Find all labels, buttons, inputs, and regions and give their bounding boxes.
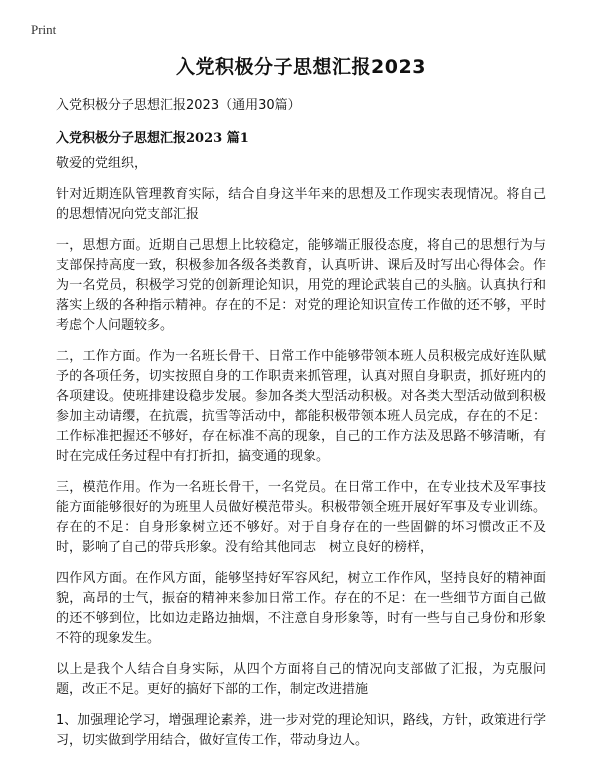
intro-paragraph: 针对近期连队管理教育实际，结合自身这半年来的思想及工作现实表现情况。将自己的思想情况向党支部汇报	[56, 187, 546, 222]
document-body	[56, 154, 546, 762]
page-title: 入党积极分子思想汇报2023	[176, 56, 426, 78]
document-subtitle: 入党积极分子思想汇报2023（通用30篇）	[56, 98, 301, 113]
measure-paragraph: 1、加强理论学习，增强理论素养，进一步对党的理论知识，路线，方针，政策进行学习，切实做到学用结合，做好宣传工作，带动身边人。	[56, 713, 546, 748]
print-link[interactable]: Print	[31, 22, 57, 37]
thought-paragraph: 一，思想方面。近期自己思想上比较稳定，能够端正服役态度，将自己的思想行为与支部保持高度一致，积极参加各级各类教育，认真听讲、课后及时写出心得体会。作为一名党员，积极学习党的创新理论知识，用党的理论武装自己的头脑。认真执行和落实上级的各种指示精神。存在的不足：对党的理论知识宣传工作做的还不够，平时考虑个人问题较多。	[56, 238, 546, 333]
style-paragraph: 四作风方面。在作风方面，能够坚持好军容风纪，树立工作作风，坚持良好的精神面貌，高昂的士气，振奋的精神来参加日常工作。存在的不足：在一些细节方面自己做的还不够到位，比如边走路边抽烟，不注意自身形象等，时有一些与自己身份和形象不符的现象发生。	[56, 571, 546, 646]
summary-paragraph: 以上是我个人结合自身实际，从四个方面将自己的情况向支部做了汇报，为克服问题，改正不足。更好的搞好下部的工作，制定改进措施	[56, 662, 546, 697]
section-heading: 入党积极分子思想汇报2023 篇1	[56, 131, 249, 146]
work-paragraph: 二，工作方面。作为一名班长骨干、日常工作中能够带领本班人员积极完成好连队赋予的各项任务，切实按照自身的工作职责来抓管理，认真对照自身职责，抓好班内的各项建设。使班排建设稳步发展。参加各类大型活动积极。对各类大型活动做到积极参加主动请缨，在抗震，抗雪等活动中，都能积极带领本班人员完成，存在的不足：工作标准把握还不够好，存在标准不高的现象，自己的工作方法及思路不够清晰，有时在完成任务过程中有打折扣，搞变通的现象。	[56, 349, 546, 464]
salutation-paragraph: 敬爱的党组织，	[56, 156, 148, 171]
role-model-paragraph: 三，模范作用。作为一名班长骨干，一名党员。在日常工作中，在专业技术及军事技能方面能够很好的为班里人员做好模范带头。积极带领全班开展好军事及专业训练。存在的不足：自身形象树立还不够好。对于自身存在的一些固僻的坏习惯改正不及时，影响了自己的带兵形象。没有给其他同志 树立良好的榜样，	[56, 480, 546, 555]
